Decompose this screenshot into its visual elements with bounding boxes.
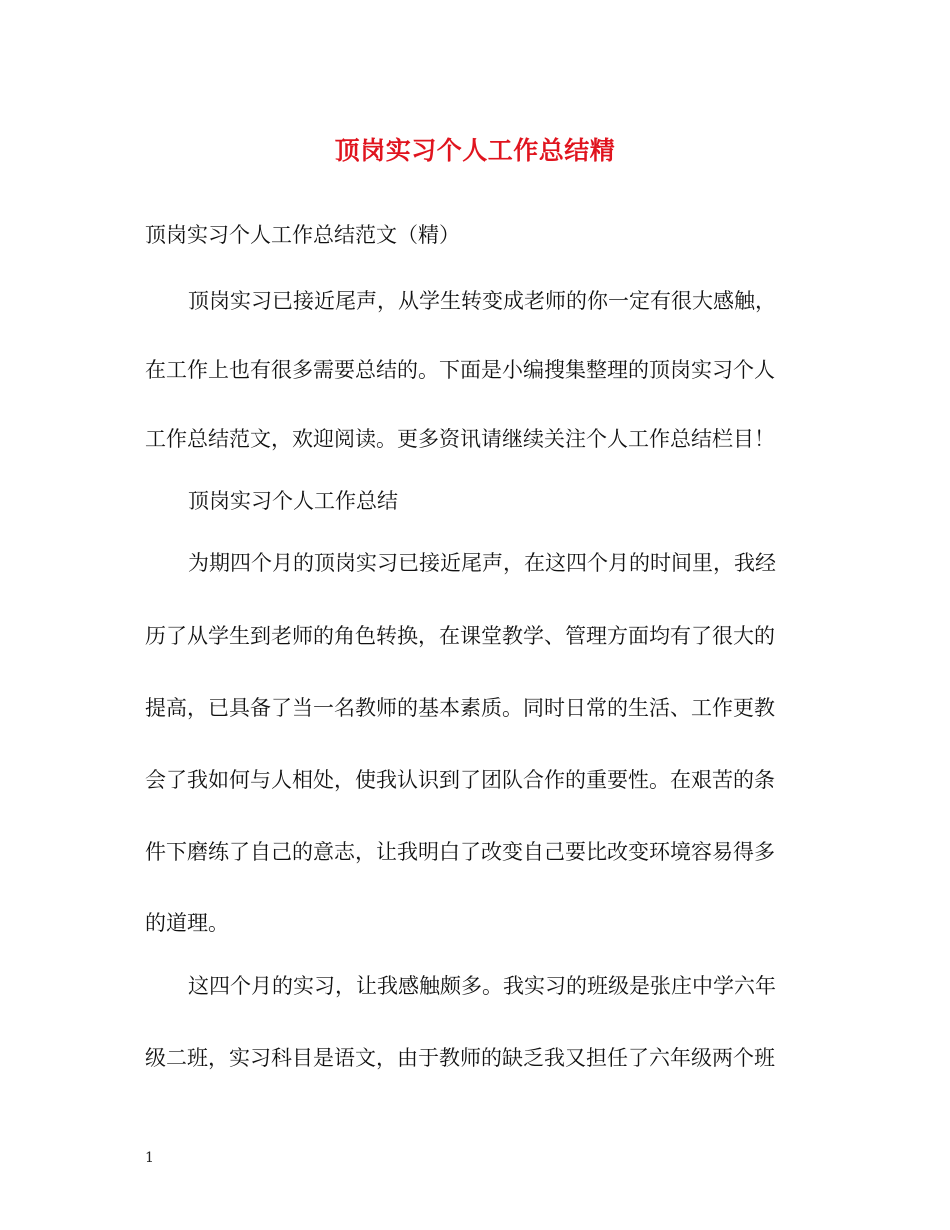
document-title: 顶岗实习个人工作总结精	[334, 136, 616, 165]
paragraph1-line-5: 件下磨练了自己的意志，让我明白了改变自己要比改变环境容易得多	[145, 840, 775, 864]
paragraph2-line-1: 这四个月的实习，让我感触颇多。我实习的班级是张庄中学六年	[188, 974, 776, 998]
paragraph1-line-2: 历了从学生到老师的角色转换，在课堂教学、管理方面均有了很大的	[145, 624, 775, 648]
document-subtitle: 顶岗实习个人工作总结范文（精）	[145, 223, 460, 247]
paragraph1-line-3: 提高，已具备了当一名教师的基本素质。同时日常的生活、工作更教	[145, 696, 775, 720]
intro-line-3: 工作总结范文，欢迎阅读。更多资讯请继续关注个人工作总结栏目！	[145, 427, 775, 451]
paragraph1-line-6: 的道理。	[145, 911, 229, 935]
page-number: 1	[145, 1150, 154, 1166]
paragraph2-line-2: 级二班，实习科目是语文，由于教师的缺乏我又担任了六年级两个班	[145, 1046, 775, 1070]
section-heading: 顶岗实习个人工作总结	[188, 489, 398, 513]
paragraph1-line-1: 为期四个月的顶岗实习已接近尾声，在这四个月的时间里，我经	[188, 551, 776, 575]
paragraph1-line-4: 会了我如何与人相处，使我认识到了团队合作的重要性。在艰苦的条	[145, 768, 775, 792]
intro-line-2: 在工作上也有很多需要总结的。下面是小编搜集整理的顶岗实习个人	[145, 358, 775, 382]
intro-line-1: 顶岗实习已接近尾声，从学生转变成老师的你一定有很大感触，	[188, 289, 776, 313]
